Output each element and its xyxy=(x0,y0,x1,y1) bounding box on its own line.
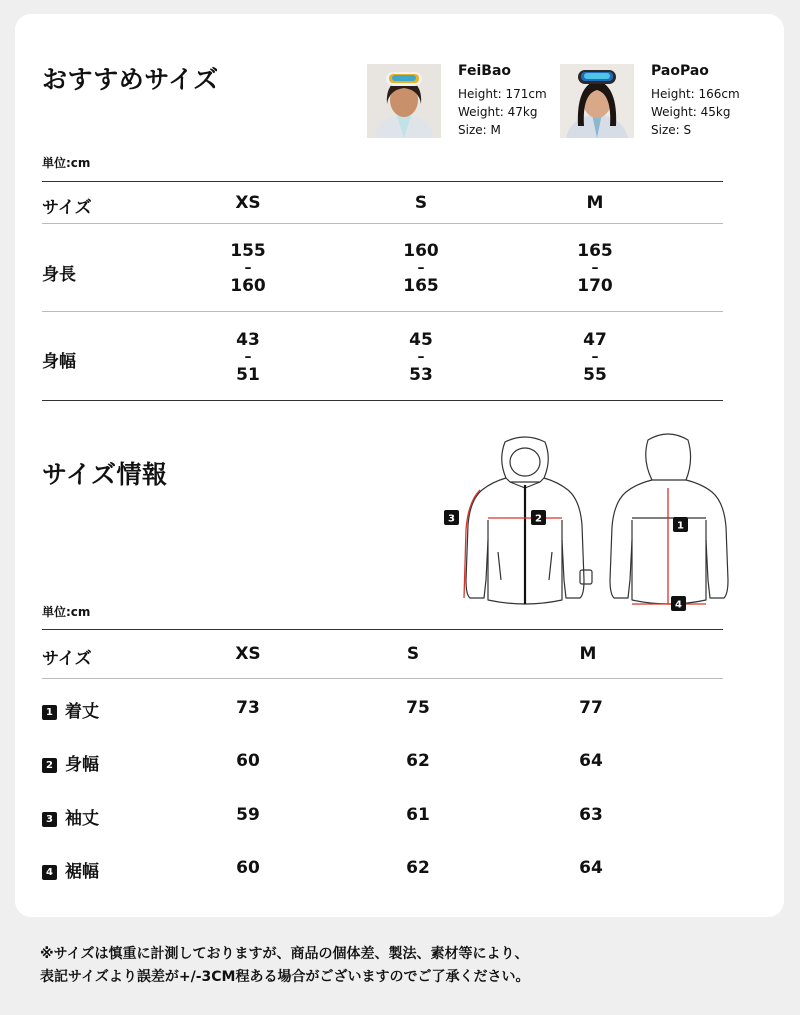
row-label-text: 着丈 xyxy=(65,702,99,722)
info-header-m: M xyxy=(579,644,597,664)
length-m: 77 xyxy=(579,698,603,718)
range-max: 53 xyxy=(409,365,433,385)
diagram-badge-3: 3 xyxy=(448,513,455,525)
range-dash: – xyxy=(244,349,252,365)
body-width-s: 62 xyxy=(406,751,430,771)
range-max: 55 xyxy=(583,365,607,385)
row-label-body-width xyxy=(42,750,99,775)
length-xs: 73 xyxy=(236,698,260,718)
range-max: 160 xyxy=(230,276,266,296)
header-m: M xyxy=(586,193,604,213)
table-rule xyxy=(42,311,723,312)
diagram-badge-4: 4 xyxy=(675,599,682,611)
footer-note-line2: 表記サイズより誤差が+/-3CM程ある場合がございますのでご了承ください。 xyxy=(40,969,530,985)
row-label-hem xyxy=(42,857,99,882)
jacket-diagram xyxy=(440,430,740,615)
model-size-feibao: Size: M xyxy=(458,123,501,137)
badge-2: 2 xyxy=(42,758,57,773)
diagram-badge-1: 1 xyxy=(677,520,684,532)
range-min: 160 xyxy=(403,241,439,261)
range-dash: – xyxy=(591,349,599,365)
size-info-title: サイズ情報 xyxy=(42,460,168,489)
range-max: 165 xyxy=(403,276,439,296)
recommended-unit: 単位:cm xyxy=(42,156,91,170)
body-width-xs: 60 xyxy=(236,751,260,771)
model-name-feibao: FeiBao xyxy=(458,63,512,79)
footer-note-line1: ※サイズは慎重に計測しておりますが、商品の個体差、製法、素材等により、 xyxy=(40,946,529,962)
hem-s: 62 xyxy=(406,858,430,878)
range-min: 45 xyxy=(409,330,433,350)
table-rule xyxy=(42,678,723,679)
header-size-label: サイズ xyxy=(42,198,92,218)
recommended-size-title: おすすめサイズ xyxy=(42,65,219,94)
badge-1: 1 xyxy=(42,705,57,720)
range-max: 170 xyxy=(577,276,613,296)
width-s xyxy=(381,331,461,384)
model-photo-feibao xyxy=(367,64,441,138)
sleeve-s: 61 xyxy=(406,805,430,825)
row-label-text: 裾幅 xyxy=(65,862,99,882)
range-dash: – xyxy=(417,260,425,276)
hem-m: 64 xyxy=(579,858,603,878)
width-xs xyxy=(208,331,288,384)
badge-4: 4 xyxy=(42,865,57,880)
range-dash: – xyxy=(591,260,599,276)
range-min: 155 xyxy=(230,241,266,261)
range-min: 47 xyxy=(583,330,607,350)
height-s xyxy=(381,242,461,295)
row-label-width: 身幅 xyxy=(42,352,76,372)
table-rule xyxy=(42,400,723,401)
model-weight-paopao: Weight: 45kg xyxy=(651,105,731,119)
model-weight-feibao: Weight: 47kg xyxy=(458,105,538,119)
row-label-sleeve xyxy=(42,804,99,829)
model-name-paopao: PaoPao xyxy=(651,63,709,79)
range-min: 43 xyxy=(236,330,260,350)
range-dash: – xyxy=(417,349,425,365)
height-m xyxy=(555,242,635,295)
size-info-unit: 単位:cm xyxy=(42,605,91,619)
model-photo-paopao xyxy=(560,64,634,138)
info-header-size-label: サイズ xyxy=(42,649,92,669)
table-rule xyxy=(42,629,723,630)
row-label-text: 袖丈 xyxy=(65,809,99,829)
model-size-paopao: Size: S xyxy=(651,123,692,137)
info-header-s: S xyxy=(406,644,420,664)
length-s: 75 xyxy=(406,698,430,718)
info-header-xs: XS xyxy=(235,644,261,664)
range-min: 165 xyxy=(577,241,613,261)
table-rule xyxy=(42,181,723,182)
model-height-paopao: Height: 166cm xyxy=(651,87,740,101)
row-label-length xyxy=(42,697,99,722)
header-s: S xyxy=(414,193,428,213)
hem-xs: 60 xyxy=(236,858,260,878)
diagram-badge-2: 2 xyxy=(535,513,542,525)
model-height-feibao: Height: 171cm xyxy=(458,87,547,101)
row-label-height: 身長 xyxy=(42,265,76,285)
sleeve-xs: 59 xyxy=(236,805,260,825)
sleeve-m: 63 xyxy=(579,805,603,825)
height-xs xyxy=(208,242,288,295)
row-label-text: 身幅 xyxy=(65,755,99,775)
header-xs: XS xyxy=(235,193,261,213)
table-rule xyxy=(42,223,723,224)
badge-3: 3 xyxy=(42,812,57,827)
body-width-m: 64 xyxy=(579,751,603,771)
range-dash: – xyxy=(244,260,252,276)
range-max: 51 xyxy=(236,365,260,385)
width-m xyxy=(555,331,635,384)
